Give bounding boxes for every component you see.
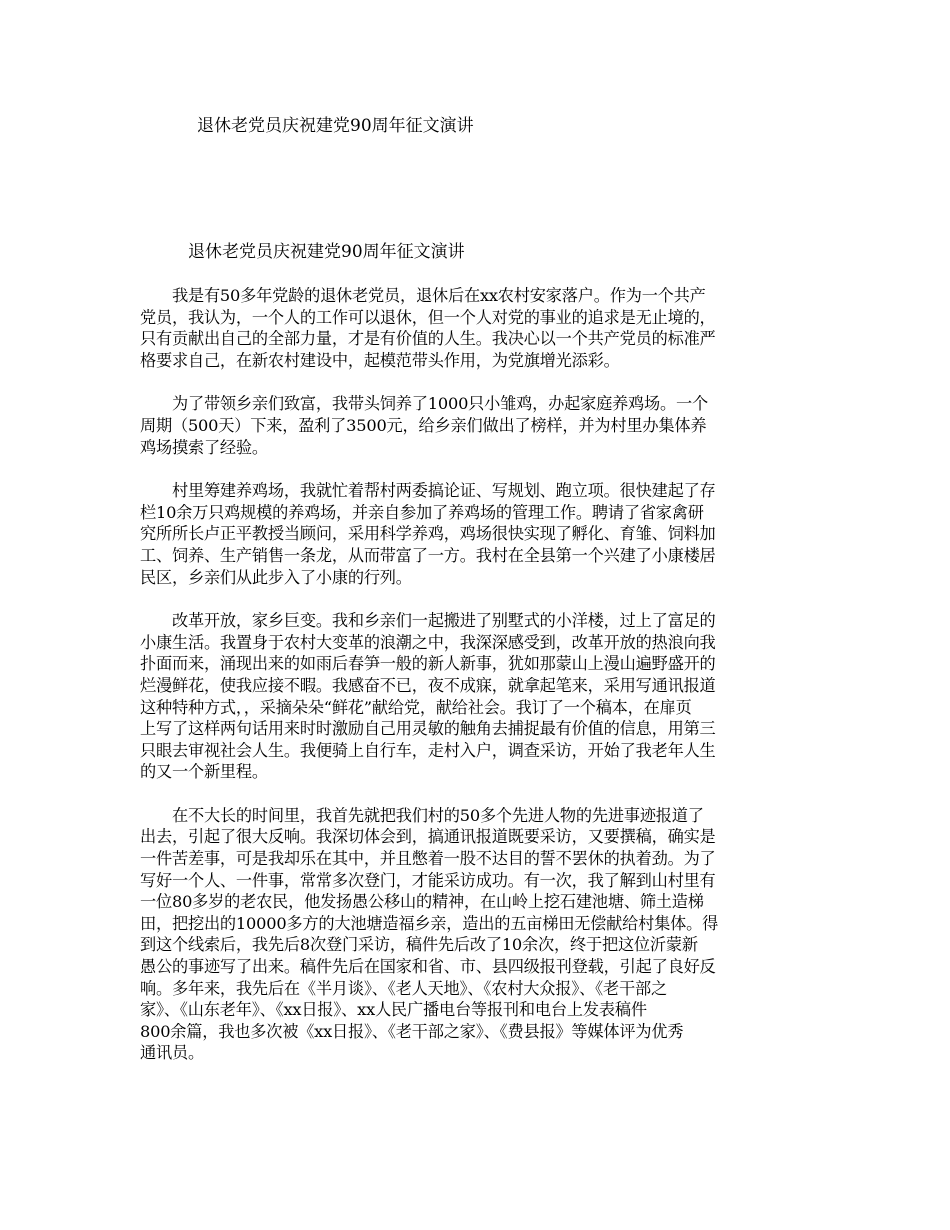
paragraph-line: 村里筹建养鸡场，我就忙着帮村两委搞论证、写规划、跑立项。很快建起了存 — [140, 481, 716, 501]
paragraph-line: 小康生活。我置身于农村大变革的浪潮之中，我深深感受到，改革开放的热浪向我 — [140, 632, 716, 652]
paragraph-line: 一位80多岁的老农民，他发扬愚公移山的精神，在山岭上挖石建池塘、筛土造梯 — [140, 892, 704, 912]
paragraph-line: 上写了这样两句话用来时时激励自己用灵敏的触角去捕捉最有价值的信息，用第三 — [140, 719, 716, 739]
paragraph-line: 响。多年来，我先后在《半月谈》、《老人天地》、《农村大众报》、《老干部之 — [140, 978, 667, 998]
paragraph-line: 的又一个新里程。 — [140, 762, 268, 782]
paragraph-line: 究所所长卢正平教授当顾问，采用科学养鸡，鸡场很快实现了孵化、育雏、饲料加 — [140, 524, 716, 544]
paragraph-line: 工、饲养、生产销售一条龙，从而带富了一方。我村在全县第一个兴建了小康楼居 — [140, 545, 716, 565]
paragraph-line: 格要求自己，在新农村建设中，起模范带头作用，为党旗增光添彩。 — [140, 350, 620, 370]
paragraph — [140, 393, 810, 458]
paragraph-line: 鸡场摸索了经验。 — [140, 437, 268, 457]
paragraph-line: 800余篇，我也多次被《xx日报》、《老干部之家》、《费县报》等媒体评为优秀 — [140, 1021, 684, 1041]
paragraph-line: 家》、《山东老年》、《xx日报》、xx人民广播电台等报刊和电台上发表稿件 — [140, 1000, 647, 1020]
paragraph-line: 田，把挖出的10000多方的大池塘造福乡亲，造出的五亩梯田无偿献给村集体。得 — [140, 913, 719, 933]
paragraph-line: 党员，我认为，一个人的工作可以退休，但一个人对党的事业的追求是无止境的， — [140, 307, 716, 327]
paragraph-line: 民区，乡亲们从此步入了小康的行列。 — [140, 567, 412, 587]
paragraph-line: 只有贡献出自己的全部力量，才是有价值的人生。我决心以一个共产党员的标准严 — [140, 329, 716, 349]
paragraph-line: 写好一个人、一件事，常常多次登门，才能采访成功。有一次，我了解到山村里有 — [140, 870, 716, 890]
paragraph-line: 在不大长的时间里，我首先就把我们村的50多个先进人物的先进事迹报道了 — [140, 805, 704, 825]
paragraph-line: 烂漫鲜花，使我应接不暇。我感奋不已，夜不成寐，就拿起笔来，采用写通讯报道 — [140, 675, 716, 695]
document-title: 退休老党员庆祝建党90周年征文演讲 — [188, 242, 465, 262]
paragraph-line: 栏10余万只鸡规模的养鸡场，并亲自参加了养鸡场的管理工作。聘请了省家禽研 — [140, 502, 704, 522]
paragraph-line: 我是有50多年党龄的退休老党员，退休后在xx农村安家落户。作为一个共产 — [140, 286, 706, 305]
document-body — [140, 285, 810, 1086]
paragraph-line: 出去，引起了很大反响。我深切体会到，搞通讯报道既要采访，又要撰稿，确实是 — [140, 827, 716, 847]
paragraph-line: 为了带领乡亲们致富，我带头饲养了1000只小雏鸡，办起家庭养鸡场。一个 — [140, 394, 708, 414]
paragraph — [140, 610, 810, 783]
paragraph — [140, 480, 810, 588]
paragraph-line: 周期（500天）下来，盈利了3500元，给乡亲们做出了榜样，并为村里办集体养 — [140, 415, 707, 435]
paragraph-line: 一件苦差事，可是我却乐在其中，并且憋着一股不达目的誓不罢休的执着劲。为了 — [140, 849, 716, 869]
paragraph-line: 改革开放，家乡巨变。我和乡亲们一起搬进了别墅式的小洋楼，过上了富足的 — [140, 611, 716, 631]
paragraph-line: 只眼去审视社会人生。我便骑上自行车，走村入户，调查采访，开始了我老年人生 — [140, 740, 716, 760]
paragraph-line: 愚公的事迹写了出来。稿件先后在国家和省、市、县四级报刊登载，引起了良好反 — [140, 957, 716, 977]
paragraph-line: 扑面而来，涌现出来的如雨后春笋一般的新人新事，犹如那蒙山上漫山遍野盛开的 — [140, 654, 716, 674]
paragraph-line: 这种特种方式，，采摘朵朵“鲜花”献给党，献给社会。我订了一个稿本，在扉页 — [140, 697, 692, 717]
header-title: 退休老党员庆祝建党90周年征文演讲 — [197, 116, 474, 136]
paragraph — [140, 285, 810, 371]
paragraph-line: 到这个线索后，我先后8次登门采访，稿件先后改了10余次，终于把这位沂蒙新 — [140, 935, 698, 955]
paragraph-line: 通讯员。 — [140, 1043, 204, 1063]
paragraph — [140, 805, 810, 1064]
